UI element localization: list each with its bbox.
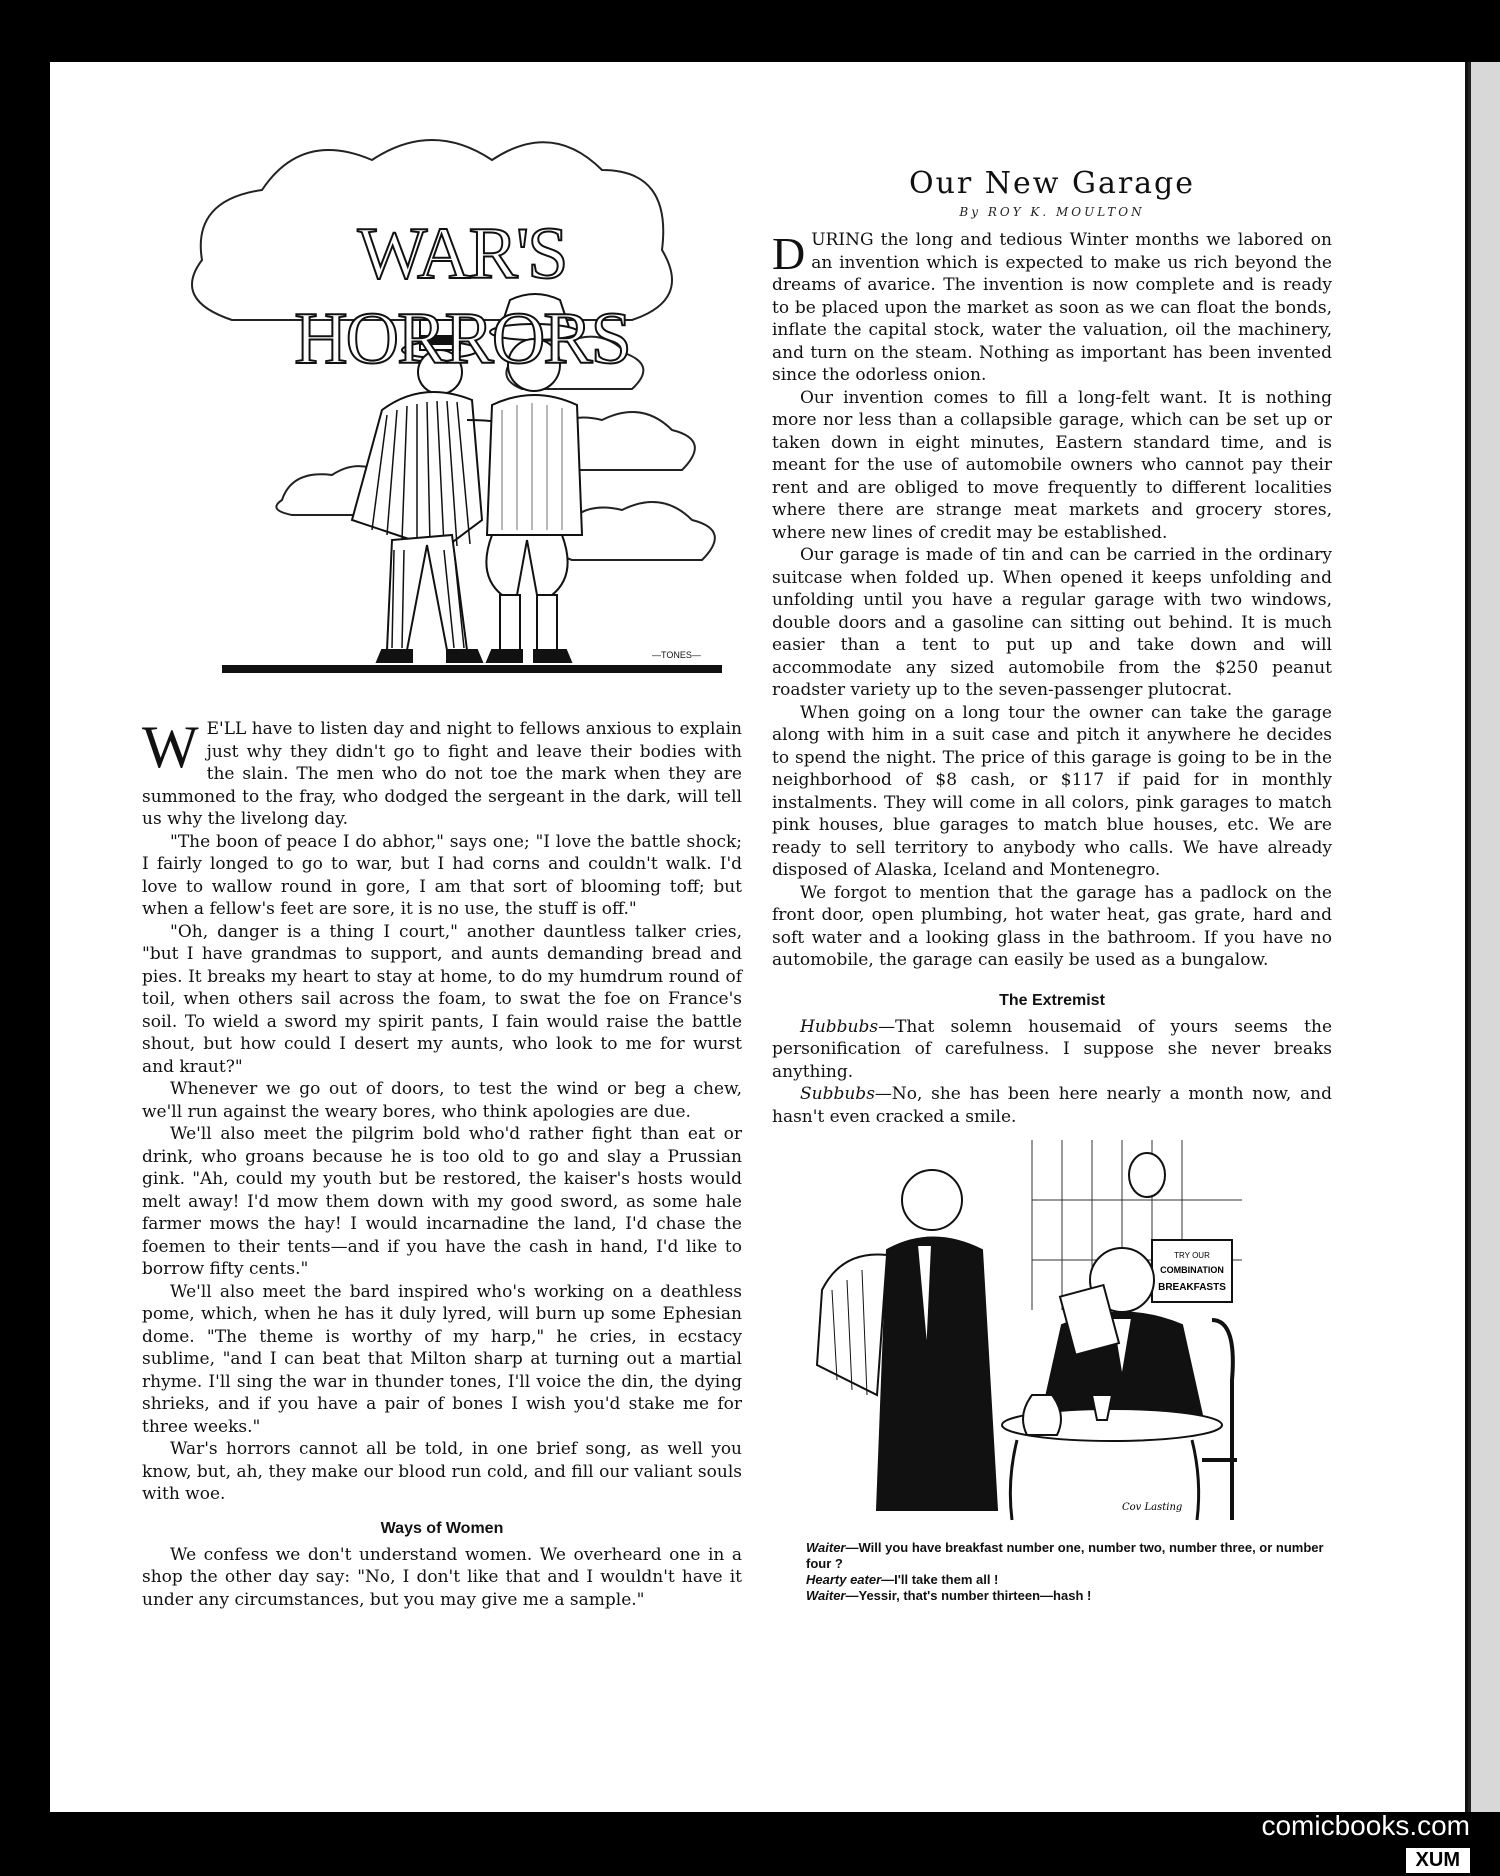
caption-line-1-text: —Will you have breakfast number one, number two, number three, or number four ? bbox=[806, 1540, 1324, 1571]
garage-paragraph-5: We forgot to mention that the garage has a padlock on the front door, open plumbing, hot water heat, gas grate, hard and soft water and a looking glass in the bathroom. If you have no automobile, the garage can easily be used as a bungalow. bbox=[772, 882, 1332, 970]
poem-paragraph-2: "The boon of peace I do abhor," says one; "I love the battle shock; I fairly longed to go to war, but I had corns and couldn't walk. I'd love to wallow round in gore, I am that sort of blooming toff; but when a fellow's feet are sore, it is no use, the stuff is off." bbox=[142, 831, 742, 919]
cartoonist-signature: Cov Lasting bbox=[1122, 1502, 1183, 1513]
sign-line-2: COMBINATION bbox=[1160, 1265, 1224, 1275]
extremist-line-2-text: —No, she has been here nearly a month now, and hasn't even cracked a smile. bbox=[772, 1084, 1332, 1127]
caption-line-2 bbox=[792, 1572, 1332, 1588]
poem-paragraph-3: "Oh, danger is a thing I court," another dauntless talker cries, "but I have grandmas to support, and aunts demanding bread and pies. It breaks my heart to stay at home, to do my humdrum round of toil, when others sail across the foam, to swat the foe on France's soil. To wield a sword my spirit pants, I fain would raise the battle shout, but how could I desert my aunts, who look to me for wurst and kraut?" bbox=[142, 921, 742, 1077]
caption-line-1 bbox=[792, 1540, 1332, 1572]
article-byline: By ROY K. MOULTON bbox=[959, 205, 1145, 219]
extremist-heading: The Extremist bbox=[999, 991, 1105, 1009]
caption-line-2-text: —I'll take them all ! bbox=[881, 1572, 999, 1587]
facing-page-edge bbox=[1468, 62, 1500, 1812]
left-column bbox=[142, 110, 742, 1611]
extremist-line-1-text: —That solemn housemaid of yours seems the personification of carefulness. I suppose she never breaks anything. bbox=[772, 1016, 1332, 1082]
waiter-cartoon bbox=[792, 1140, 1242, 1530]
drop-cap-d: D bbox=[772, 228, 806, 279]
right-column bbox=[772, 110, 1332, 1604]
garage-paragraph-4: When going on a long tour the owner can take the garage along with him in a suit case and pitch it anywhere he decides to spend the night. The price of this garage is going to be in the neighborhood of $8 cash, or $117 if paid for in monthly instalments. They will come in all colors, pink garages to match pink houses, blue garages to match blue houses, etc. We are ready to sell territory to anybody who calls. We have already disposed of Alaska, Iceland and Montenegro. bbox=[772, 702, 1332, 880]
poem-paragraph-1 bbox=[142, 714, 743, 831]
cartoon-caption bbox=[792, 1540, 1332, 1604]
watermark-tag: XUM bbox=[1406, 1848, 1470, 1873]
article-title: Our New Garage bbox=[908, 166, 1196, 201]
caption-speaker-3: Waiter bbox=[806, 1588, 846, 1603]
caption-speaker-1: Waiter bbox=[806, 1540, 846, 1555]
poem-paragraph-7: War's horrors cannot all be told, in one brief song, as well you know, but, ah, they make our blood run cold, and fill our valiant souls with woe. bbox=[142, 1439, 742, 1504]
wars-horrors-wordmark: WAR'S HORRORS bbox=[294, 213, 630, 380]
caption-line-3 bbox=[792, 1588, 1332, 1604]
drop-cap-w: W bbox=[142, 714, 199, 780]
civilian-and-soldier-drawing bbox=[182, 110, 742, 710]
caption-line-3-text: —Yessir, that's number thirteen—hash ! bbox=[845, 1588, 1092, 1603]
watermark-site: comicbooks.com bbox=[1261, 1810, 1470, 1841]
poem-paragraph-6: We'll also meet the bard inspired who's working on a deathless pome, which, when he has it duly lyred, will burn up some Ephesian dome. "The theme is worthy of my harp," he cries, in ecstacy sublime, "and I can beat that Milton sharp at turning out a martial rhyme. I'll sing the war in thunder tones, I'll voice the din, the dying shrieks, and if you have a pair of bones I wish you'd stake me for three weeks." bbox=[142, 1281, 742, 1437]
sign-line-1: TRY OUR bbox=[1174, 1251, 1210, 1260]
extremist-line-2 bbox=[772, 1083, 1332, 1128]
speaker-hubbubs: Hubbubs bbox=[800, 1016, 879, 1037]
garage-paragraph-3: Our garage is made of tin and can be carried in the ordinary suitcase when folded up. When opened it keeps unfolding and unfolding until you have a regular garage with two windows, double doors and a gasoline can sitting out behind. It is much easier than a tent to put up and take down and will accommodate any sized automobile from the $250 peanut roadster variety up to the seven-passenger plutocrat. bbox=[772, 545, 1332, 700]
ways-of-women-heading: Ways of Women bbox=[380, 1519, 504, 1537]
garage-paragraph-1 bbox=[772, 229, 1332, 387]
restaurant-cartoon-drawing bbox=[792, 1140, 1242, 1530]
ways-of-women-text: We confess we don't understand women. We overheard one in a shop the other day say: "No, I don't like that and I wouldn't have it under any circumstances, but you may give me a sample." bbox=[142, 1544, 742, 1610]
extremist-line-1 bbox=[772, 1016, 1332, 1084]
garage-paragraph-1-text: URING the long and tedious Winter months we labored on an invention which is expected to make us rich beyond the dreams of avarice. The invention is now complete and is ready to be placed upon the market as soon as we can float the bonds, inflate the capital stock, water the valuation, oil the machinery, and turn on the steam. Nothing as important has been invented since the odorless onion. bbox=[772, 230, 1332, 385]
sign-line-3: BREAKFASTS bbox=[1158, 1282, 1226, 1293]
poem-paragraph-1-text: E'LL have to listen day and night to fellows anxious to explain just why they didn't go to fight and leave their bodies with the slain. The men who do not toe the mark when they are summoned to the fray, who dodged the sergeant in the dark, will tell us why the livelong day. bbox=[142, 719, 743, 829]
speaker-subbubs: Subbubs bbox=[800, 1084, 875, 1104]
artist-signature: —TONES— bbox=[652, 650, 701, 660]
poem-paragraph-4: Whenever we go out of doors, to test the wind or beg a chew, we'll run against the weary bores, who think apologies are due. bbox=[142, 1079, 742, 1122]
poem-paragraph-5: We'll also meet the pilgrim bold who'd rather fight than eat or drink, who groans because he is too old to go and slay a Prussian gink. "Ah, could my youth but be restored, the kaiser's hosts would melt away! I'd mow them down with my good sword, as some hale farmer mows the hay! I would incarnadine the land, I'd chase the foemen to their tents—and if you have the cash in hand, I'd like to borrow fifty cents." bbox=[142, 1124, 742, 1279]
wars-horrors-illustration bbox=[182, 110, 742, 710]
garage-paragraph-2: Our invention comes to fill a long-felt want. It is nothing more nor less than a collapsible garage, which can be set up or taken down in eight minutes, Eastern standard time, and is meant for the use of automobile owners who cannot pay their rent and are obliged to move frequently to different localities where there are strange meat markets and grocery stores, where new lines of credit may be established. bbox=[772, 387, 1332, 543]
caption-speaker-2: Hearty eater bbox=[806, 1572, 882, 1587]
